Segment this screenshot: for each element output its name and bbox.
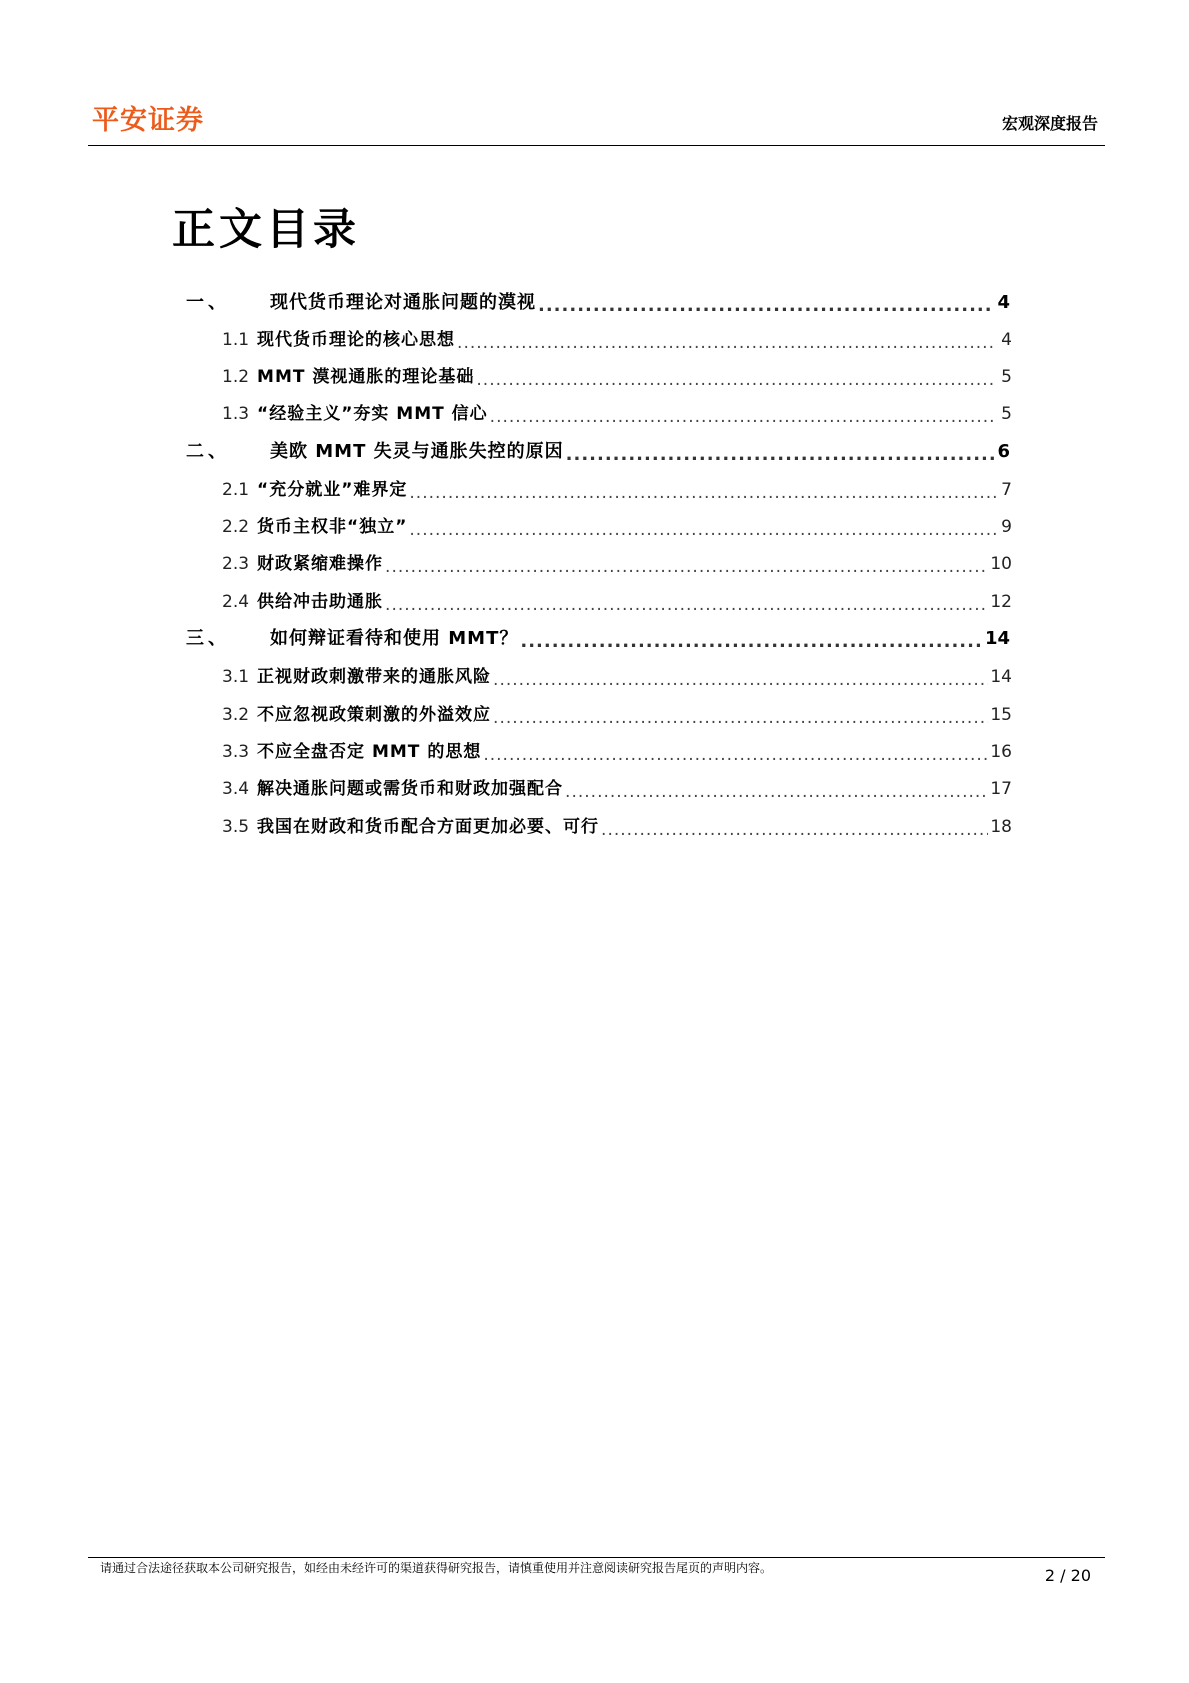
toc-title: 正文目录 — [172, 205, 360, 255]
toc-entry-3-2[interactable] — [222, 700, 1012, 725]
toc-entry-page: 15 — [990, 705, 1012, 725]
toc-entry-page: 5 — [1001, 367, 1012, 387]
toc-entry-page: 12 — [990, 592, 1012, 612]
toc-entry-number: 3.1 — [222, 667, 250, 687]
toc-entry-3-4[interactable] — [222, 774, 1012, 799]
toc-entry-2-2[interactable] — [222, 512, 1012, 537]
toc-entry-page: 6 — [997, 441, 1010, 462]
toc-entry-1[interactable] — [186, 288, 1010, 314]
toc-entry-number: 3.2 — [222, 705, 250, 725]
toc-entry-number: 一、 — [186, 292, 230, 313]
footer-divider — [88, 1557, 1105, 1558]
toc-entry-1-3[interactable] — [222, 399, 1012, 424]
toc-entry-title: 美欧 MMT 失灵与通胀失控的原因 — [270, 441, 564, 462]
toc-entry-title: 供给冲击助通胀 — [257, 592, 384, 612]
toc-entry-title: 不应忽视政策刺激的外溢效应 — [257, 705, 492, 725]
company-logo: 平安证券 — [92, 105, 204, 136]
toc-entry-number: 2.3 — [222, 554, 250, 574]
toc-entry-2[interactable] — [186, 437, 1010, 463]
toc-dot-leader — [493, 670, 988, 687]
toc-entry-number: 1.3 — [222, 404, 250, 424]
toc-entry-page: 9 — [1001, 517, 1012, 537]
toc-entry-title: 财政紧缩难操作 — [257, 554, 384, 574]
toc-entry-title: 不应全盘否定 MMT 的思想 — [257, 742, 482, 762]
header-divider — [88, 145, 1105, 146]
footer-disclaimer: 请通过合法途径获取本公司研究报告，如经由未经许可的渠道获得研究报告，请慎重使用并注意阅读研究报告尾页的声明内容。 — [100, 1561, 773, 1575]
toc-entry-title: 现代货币理论的核心思想 — [257, 330, 456, 350]
toc-entry-3[interactable] — [186, 624, 1010, 650]
toc-entry-number: 2.1 — [222, 480, 250, 500]
toc-dot-leader — [385, 595, 988, 612]
toc-entry-title: 货币主权非“独立” — [257, 517, 408, 537]
report-type-label: 宏观深度报告 — [1001, 114, 1098, 133]
toc-entry-title: 如何辩证看待和使用 MMT？ — [270, 628, 519, 649]
toc-entry-number: 3.3 — [222, 742, 250, 762]
toc-entry-page: 17 — [990, 779, 1012, 799]
toc-entry-number: 二、 — [186, 441, 230, 462]
toc-entry-page: 14 — [990, 667, 1012, 687]
toc-entry-number: 1.1 — [222, 330, 250, 350]
toc-dot-leader — [538, 295, 994, 313]
toc-dot-leader — [483, 745, 988, 762]
toc-entry-number: 2.2 — [222, 517, 250, 537]
toc-entry-page: 5 — [1001, 404, 1012, 424]
toc-entry-2-1[interactable] — [222, 475, 1012, 500]
toc-dot-leader — [409, 520, 996, 537]
toc-dot-leader — [566, 444, 994, 462]
toc-entry-number: 3.4 — [222, 779, 250, 799]
toc-entry-title: 正视财政刺激带来的通胀风险 — [257, 667, 492, 687]
toc-entry-3-5[interactable] — [222, 812, 1012, 837]
toc-dot-leader — [457, 333, 996, 350]
toc-dot-leader — [385, 557, 988, 574]
toc-dot-leader — [565, 782, 988, 799]
toc-entry-title: 解决通胀问题或需货币和财政加强配合 — [257, 779, 564, 799]
toc-entry-page: 10 — [990, 554, 1012, 574]
page-number: 2 / 20 — [1044, 1566, 1091, 1585]
toc-entry-page: 4 — [1001, 330, 1012, 350]
toc-entry-page: 14 — [984, 628, 1010, 649]
toc-entry-page: 18 — [990, 817, 1012, 837]
toc-entry-page: 16 — [990, 742, 1012, 762]
toc-dot-leader — [476, 370, 996, 387]
toc-entry-title: “经验主义”夯实 MMT 信心 — [257, 404, 488, 424]
toc-entry-1-2[interactable] — [222, 362, 1012, 387]
toc-entry-2-3[interactable] — [222, 549, 1012, 574]
toc-entry-3-3[interactable] — [222, 737, 1012, 762]
toc-entry-2-4[interactable] — [222, 587, 1012, 612]
toc-entry-title: 现代货币理论对通胀问题的漠视 — [270, 292, 536, 313]
toc-entry-title: MMT 漠视通胀的理论基础 — [257, 367, 475, 387]
toc-dot-leader — [520, 631, 983, 649]
toc-entry-page: 4 — [997, 292, 1010, 313]
toc-entry-title: 我国在财政和货币配合方面更加必要、可行 — [257, 817, 600, 837]
toc-entry-page: 7 — [1001, 480, 1012, 500]
toc-entry-1-1[interactable] — [222, 325, 1012, 350]
toc-entry-number: 三、 — [186, 628, 230, 649]
toc-dot-leader — [601, 820, 988, 837]
toc-dot-leader — [493, 708, 988, 725]
toc-dot-leader — [490, 407, 996, 424]
toc-entry-number: 2.4 — [222, 592, 250, 612]
toc-entry-number: 1.2 — [222, 367, 250, 387]
toc-dot-leader — [409, 483, 996, 500]
toc-entry-title: “充分就业”难界定 — [257, 480, 408, 500]
toc-entry-3-1[interactable] — [222, 662, 1012, 687]
toc-entry-number: 3.5 — [222, 817, 250, 837]
